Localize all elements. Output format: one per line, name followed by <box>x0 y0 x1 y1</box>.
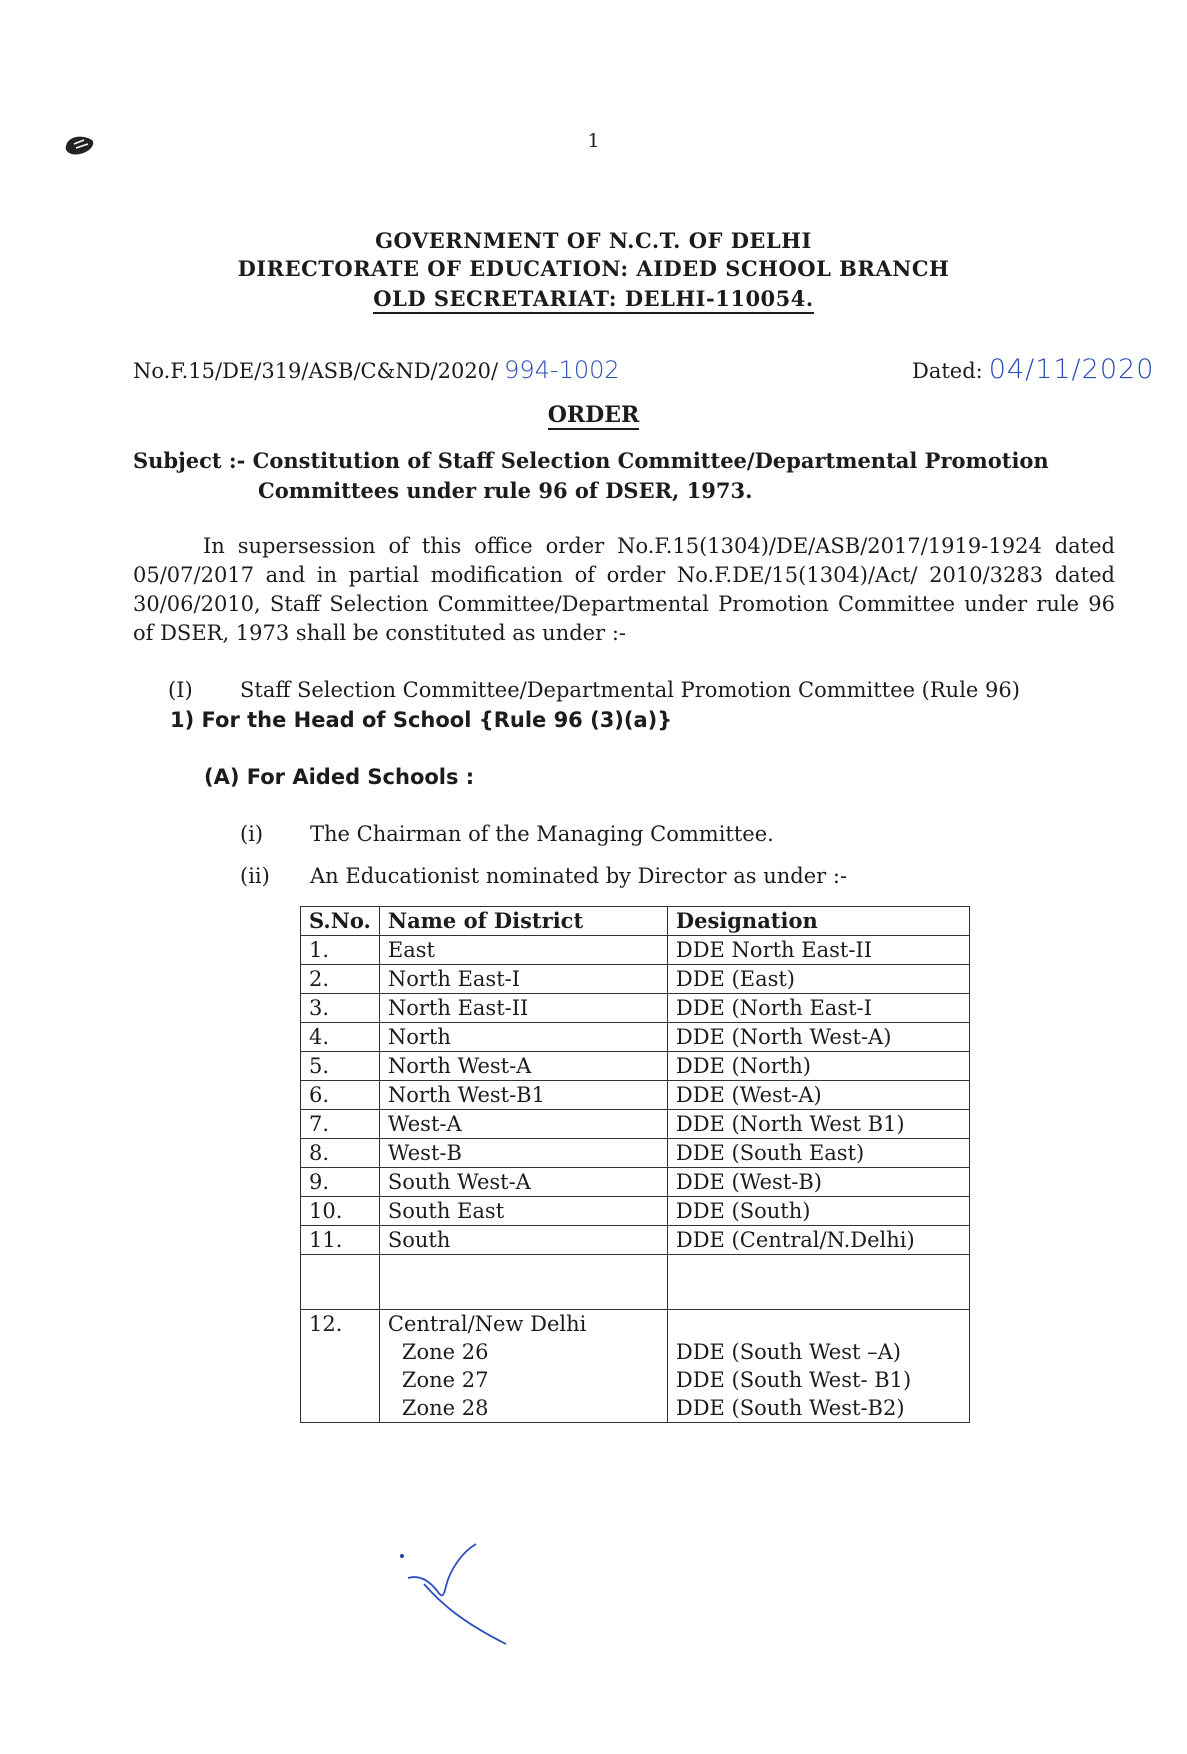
date-line <box>912 354 1154 385</box>
cell-designation: DDE (South) <box>667 1197 969 1226</box>
cell-sno: 9. <box>301 1168 380 1197</box>
cell-sno: 1. <box>301 936 380 965</box>
item-A-heading: (A) For Aided Schools : <box>204 765 475 789</box>
cell-district: East <box>379 936 667 965</box>
cell-sno: 2. <box>301 965 380 994</box>
empty-cell <box>301 1255 380 1310</box>
table-row <box>301 1110 970 1139</box>
table-row <box>301 1023 970 1052</box>
cell-sno: 10. <box>301 1197 380 1226</box>
cell-sno: 6. <box>301 1081 380 1110</box>
cell-sno: 8. <box>301 1139 380 1168</box>
cell-sno: 4. <box>301 1023 380 1052</box>
cell-sno: 11. <box>301 1226 380 1255</box>
cell-designation: DDE (Central/N.Delhi) <box>667 1226 969 1255</box>
reference-number <box>133 356 620 384</box>
body-paragraph <box>133 532 1115 648</box>
table-row <box>301 936 970 965</box>
reference-prefix: No.F.15/DE/319/ASB/C&ND/2020/ <box>133 359 499 383</box>
zone-designation: DDE (South West –A) <box>675 1340 901 1364</box>
header-sno: S.No. <box>301 907 380 936</box>
roman-item-number: (ii) <box>240 864 270 888</box>
cell-sno: 12. <box>301 1310 380 1423</box>
empty-cell <box>667 1255 969 1310</box>
zone-designation: DDE (South West- B1) <box>675 1368 912 1392</box>
table-row-12 <box>301 1310 970 1423</box>
cell-designation: DDE (East) <box>667 965 969 994</box>
district-name: Central/New Delhi <box>387 1312 587 1336</box>
cell-district: South East <box>379 1197 667 1226</box>
cell-district: West-B <box>379 1139 667 1168</box>
item-I <box>168 678 1020 702</box>
roman-item-number: (i) <box>240 822 264 846</box>
cell-designation <box>667 1310 969 1423</box>
cell-designation: DDE (North West-A) <box>667 1023 969 1052</box>
table-row <box>301 994 970 1023</box>
blank-line <box>676 1310 961 1338</box>
cell-sno: 5. <box>301 1052 380 1081</box>
cell-district: South <box>379 1226 667 1255</box>
subject-line-1: Subject :- Constitution of Staff Selection Committee/Departmental Promotion <box>133 448 1049 473</box>
empty-cell <box>379 1255 667 1310</box>
zone-label: Zone 27 <box>401 1368 489 1392</box>
cell-designation: DDE (West-A) <box>667 1081 969 1110</box>
roman-item-text: The Chairman of the Managing Committee. <box>310 822 774 846</box>
cell-district <box>379 1310 667 1423</box>
cell-district: South West-A <box>379 1168 667 1197</box>
cell-district: North West-B1 <box>379 1081 667 1110</box>
cell-district: North East-I <box>379 965 667 994</box>
table-row <box>301 1226 970 1255</box>
table-row <box>301 1197 970 1226</box>
header-directorate: DIRECTORATE OF EDUCATION: AIDED SCHOOL BRANCH <box>237 256 950 281</box>
district-table <box>300 906 970 1423</box>
header-address: OLD SECRETARIAT: DELHI-110054. <box>0 286 1187 311</box>
cell-district: North <box>379 1023 667 1052</box>
cell-district: North West-A <box>379 1052 667 1081</box>
handwritten-date: 04/11/2020 <box>988 354 1155 385</box>
cell-sno: 7. <box>301 1110 380 1139</box>
header-government: GOVERNMENT OF N.C.T. OF DELHI <box>375 228 812 253</box>
handwritten-reference: 994-1002 <box>504 356 620 384</box>
roman-item-text: An Educationist nominated by Director as under :- <box>310 864 848 888</box>
table-row <box>301 1168 970 1197</box>
item-I-text: Staff Selection Committee/Departmental Promotion Committee (Rule 96) <box>240 678 1020 702</box>
cell-designation: DDE North East-II <box>667 936 969 965</box>
table-row <box>301 1081 970 1110</box>
table-row <box>301 1139 970 1168</box>
zone-label: Zone 26 <box>401 1340 489 1364</box>
cell-designation: DDE (West-B) <box>667 1168 969 1197</box>
cell-sno: 3. <box>301 994 380 1023</box>
zone-label: Zone 28 <box>401 1396 489 1420</box>
cell-district: West-A <box>379 1110 667 1139</box>
signature <box>398 1540 518 1650</box>
table-row <box>301 1052 970 1081</box>
order-title: ORDER <box>547 402 640 428</box>
item-I-number: (I) <box>168 678 193 702</box>
cell-designation: DDE (North West B1) <box>667 1110 969 1139</box>
table-spacer-row <box>301 1255 970 1310</box>
cell-district: North East-II <box>379 994 667 1023</box>
cell-designation: DDE (North) <box>667 1052 969 1081</box>
subject-line-2: Committees under rule 96 of DSER, 1973. <box>258 478 753 503</box>
cell-designation: DDE (South East) <box>667 1139 969 1168</box>
cell-designation: DDE (North East-I <box>667 994 969 1023</box>
header-district: Name of District <box>379 907 667 936</box>
page-number: 1 <box>587 130 600 152</box>
table-header-row <box>301 907 970 936</box>
table-row <box>301 965 970 994</box>
date-label: Dated: <box>912 359 983 383</box>
paragraph-text: In supersession of this office order No.F.15(1304)/DE/ASB/2017/1919-1924 dated 05/07/2017 and in partial modification of order No.F.DE/15(1304)/Act/ 2010/3283 dated 30/06/2010, Staff Selection Committee/Departmental Promotion Committee under rule 96 of DSER, 1973 shall be constituted as under :- <box>133 534 1115 645</box>
zone-designation: DDE (South West-B2) <box>675 1396 905 1420</box>
item-1-heading: 1) For the Head of School {Rule 96 (3)(a)} <box>170 708 673 732</box>
header-designation: Designation <box>667 907 969 936</box>
